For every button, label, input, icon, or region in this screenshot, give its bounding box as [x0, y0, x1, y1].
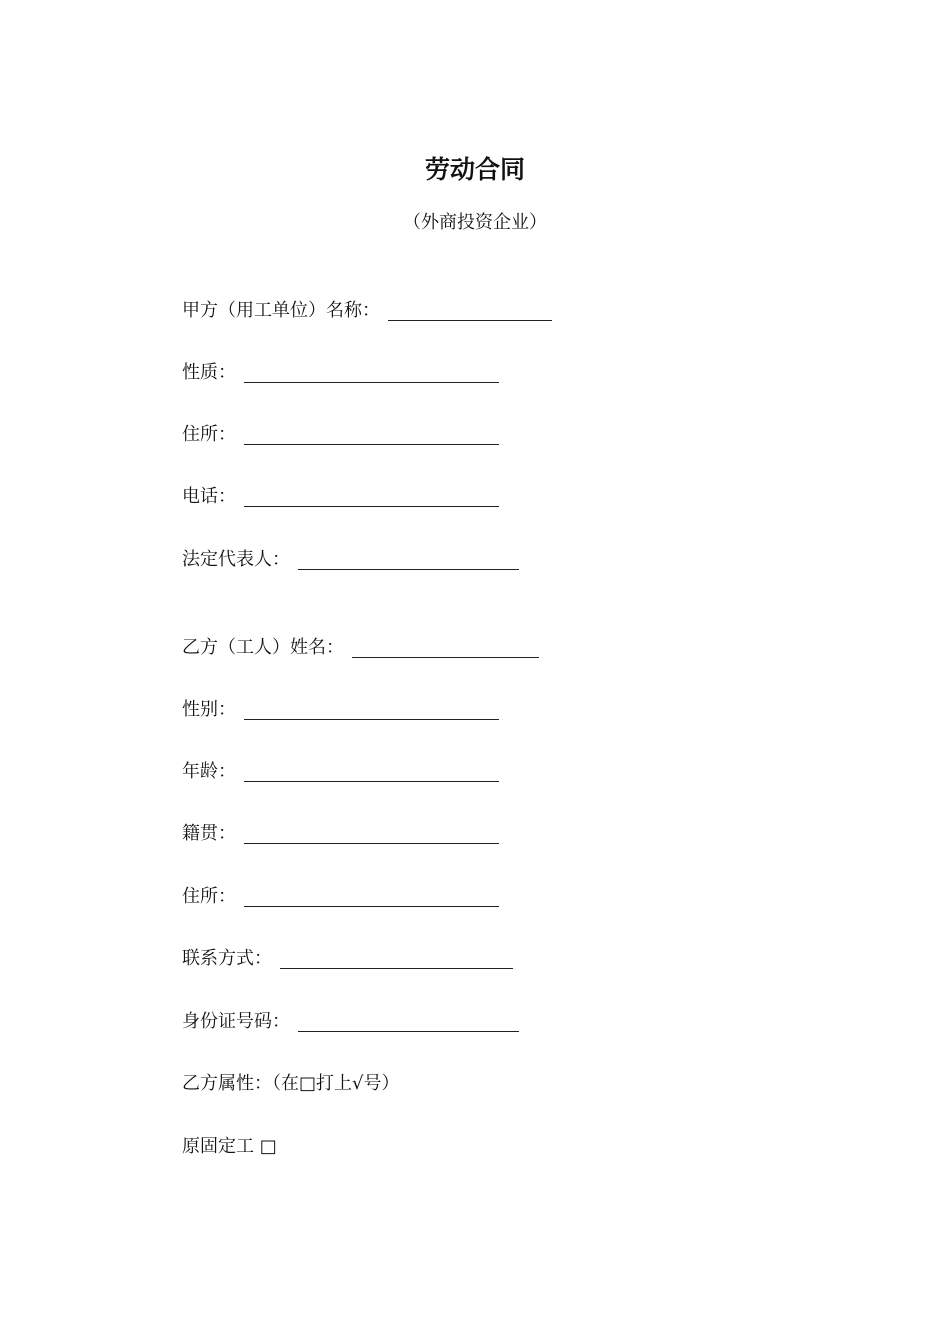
party-b-origin-row — [182, 819, 499, 849]
party-b-option-fixed-row[interactable] — [182, 1132, 277, 1162]
party-b-gender-row — [182, 695, 499, 725]
party-b-contact-row — [182, 944, 513, 974]
party-a-legal-rep-row — [182, 545, 519, 575]
party-b-origin-blank[interactable] — [244, 842, 499, 844]
party-b-gender-label: 性别： — [182, 699, 236, 720]
party-a-nature-blank[interactable] — [244, 381, 499, 383]
document-subtitle: （外商投资企业） — [403, 212, 547, 233]
party-b-name-row — [182, 633, 539, 663]
party-b-attribute-label: 乙方属性：（在□打上√号） — [182, 1073, 400, 1094]
party-a-nature-row — [182, 358, 499, 388]
party-a-address-row — [182, 420, 499, 450]
party-a-address-label: 住所： — [182, 424, 236, 445]
option-fixed-worker-checkbox[interactable]: 原固定工 □ — [182, 1136, 277, 1157]
party-b-age-blank[interactable] — [244, 780, 499, 782]
party-a-phone-row — [182, 482, 499, 512]
party-a-legal-rep-blank[interactable] — [298, 568, 519, 570]
party-a-legal-rep-label: 法定代表人： — [182, 549, 290, 570]
party-b-contact-label: 联系方式： — [182, 948, 272, 969]
party-b-id-row — [182, 1007, 519, 1037]
party-a-name-row — [182, 296, 552, 326]
party-b-id-label: 身份证号码： — [182, 1011, 290, 1032]
party-b-attribute-row — [182, 1069, 399, 1099]
party-b-address-row — [182, 882, 499, 912]
party-b-id-blank[interactable] — [298, 1030, 519, 1032]
party-a-name-label: 甲方（用工单位）名称： — [182, 300, 380, 321]
party-b-age-label: 年龄： — [182, 761, 236, 782]
party-a-phone-blank[interactable] — [244, 505, 499, 507]
party-b-age-row — [182, 757, 499, 787]
party-a-name-blank[interactable] — [388, 319, 552, 321]
party-b-address-label: 住所： — [182, 886, 236, 907]
party-b-name-label: 乙方（工人）姓名： — [182, 637, 344, 658]
party-a-nature-label: 性质： — [182, 362, 236, 383]
party-b-contact-blank[interactable] — [280, 967, 513, 969]
party-b-address-blank[interactable] — [244, 905, 499, 907]
party-b-name-blank[interactable] — [352, 656, 539, 658]
party-b-origin-label: 籍贯： — [182, 823, 236, 844]
party-b-gender-blank[interactable] — [244, 718, 499, 720]
party-a-address-blank[interactable] — [244, 443, 499, 445]
party-a-phone-label: 电话： — [182, 486, 236, 507]
document-title: 劳动合同 — [424, 155, 525, 184]
